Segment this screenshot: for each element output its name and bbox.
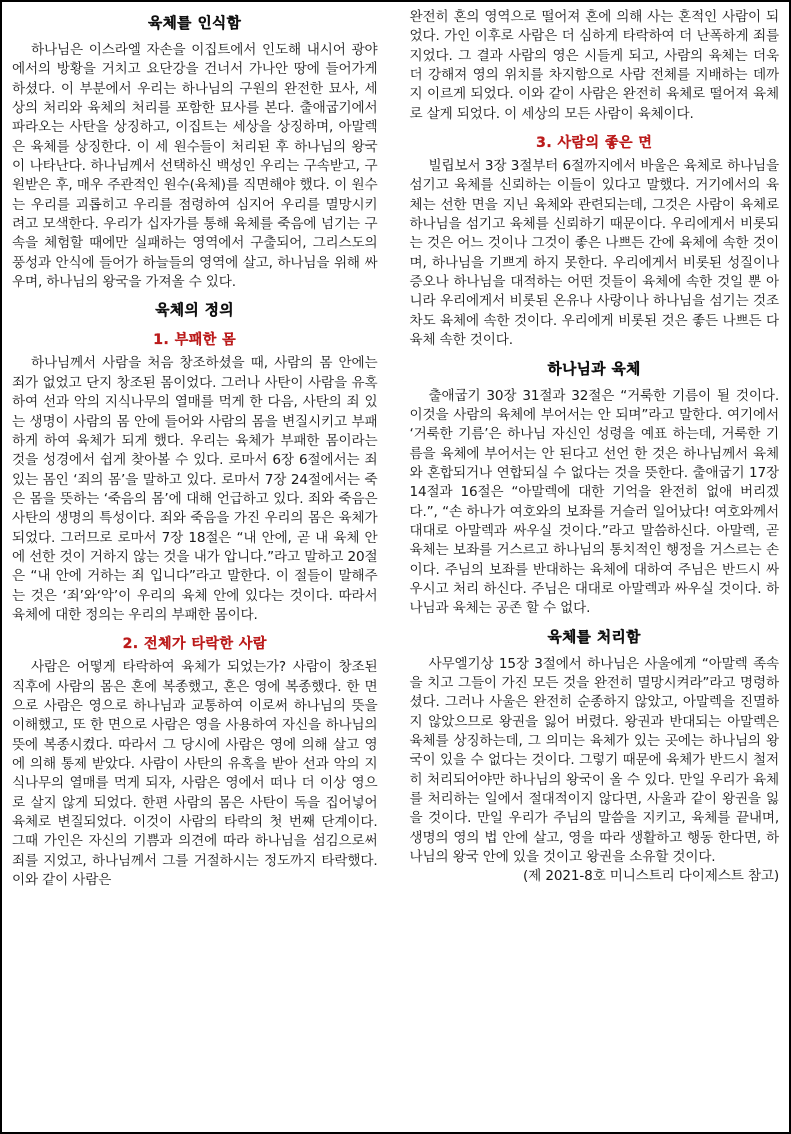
two-column-body [2,2,789,1132]
paragraph-good-side-of-man: 빌립보서 3장 3절부터 6절까지에서 바울은 육체로 하나님을 섬기고 육체를 신뢰하는 이들이 있다고 말했다. 거기에서의 육체는 선한 면을 지닌 육체와 관련되는데, 그것은 사람이 육체로 하나님을 섬기고 육체를 신뢰하기 때문이다. 우리에게서 비롯되는 것은 어느 것이나 그것이 좋은 나쁘든 간에 육체에 속한 것이며, 하나님을 기쁘게 하지 못한다. 우리에게서 비롯된 성질이나 증오나 하나님을 대적하는 어떤 것들이 육체에 속한 것일 뿐 아니라 우리에게서 비롯된 온유나 사랑이나 하나님을 섬기는 것조차도 육체에 속한 것이다. 우리에게 비롯된 것은 좋든 나쁘든 다 육체 속한 것이다. [409,158,779,349]
source-credit: (제 2021-8호 미니스트리 다이제스트 참고) [523,868,779,885]
section-heading-recognize-flesh: 육체를 인식함 [148,16,242,32]
subheading-totally-fallen-man: 2. 전체가 타락한 사람 [122,636,267,653]
paragraph-god-and-flesh: 출애굽기 30장 31절과 32절은 “거룩한 기름이 될 것이다. 이것을 사람의 육체에 부어서는 안 되며”라고 말한다. 여기에서 ‘거룩한 기름’은 하나님 자신인 성령을 예표 하는데, 거룩한 기름을 육체에 부어서는 안 된다고 선언 한 것은 하나님께서 육체와 혼합되거나 연합되실 수 없다는 것을 뜻한다. 출애굽기 17장 14절과 16절은 “아말렉에 대한 기억을 완전히 없애 버리겠다.”, “손 하나가 여호와의 보좌를 거슬러 일어났다! 여호와께서 대대로 아말렉과 싸우실 것이다.”라고 말씀하신다. 아말렉, 곧 육체는 보좌를 거스르고 하나님의 통치적인 행정을 거스르는 손이다. 주님의 보좌를 반대하는 육체에 대하여 주님은 반드시 싸우시고 처리 하신다. 주님은 대대로 아말렉과 싸우실 것이다. 하나님과 육체는 공존 할 수 없다. [409,387,779,617]
paragraph-fallen-man-continued: 완전히 혼의 영역으로 떨어져 혼에 의해 사는 혼적인 사람이 되었다. 가인 이후로 사람은 더 심하게 타락하여 더 난폭하게 죄를 지었다. 그 결과 사람의 영은 시들게 되고, 사람의 육체는 더욱더 강해져 영의 위치를 차지함으로 사람 전체를 지배하는 데까지 이르게 되었다. 이와 같이 사람은 완전히 육체로 떨어져 육체로 살게 되었다. 이 세상의 모든 사람이 육체이다. [409,9,779,122]
section-heading-dealing-with-flesh: 육체를 처리함 [547,629,641,646]
paragraph-intro: 하나님은 이스라엘 자손을 이집트에서 인도해 내시어 광야에서의 방황을 거치고 요단강을 건너서 가나안 땅에 들어가게 하셨다. 이 부분에서 우리는 하나님의 구원의 완전한 묘사, 세상의 처리와 육체의 처리를 포함한 묘사를 본다. 출애굽기에서 파라오는 사탄을 상징하고, 이집트는 세상을 상징하며, 아말렉은 육체를 상징한다. 이 세 원수들이 처리된 후 하나님의 왕국이 나타난다. 하나님께서 선택하신 백성인 우리는 구속받고, 구원받은 후, 매우 주관적인 원수(육체)를 직면해야 했다. 이 원수는 우리를 괴롭히고 우리를 점령하여 심지어 우리를 멸망시키려고 모색한다. 우리가 십자가를 통해 육체를 죽음에 넘기는 구속을 체험할 때에만 실패하는 영역에서 구출되어, 그리스도의 풍성과 안식에 들어가 하늘들의 영역에 살고, 하나님을 위해 싸우며, 하나님의 왕국을 가져올 수 있다. [12,42,378,291]
left-column [2,2,396,1132]
paragraph-corrupted-body: 하나님께서 사람을 처음 창조하셨을 때, 사람의 몸 안에는 죄가 없었고 단지 창조된 몸이었다. 그러나 사탄이 사람을 유혹하여 선과 악의 지식나무의 열매를 먹게 한 다음, 사탄의 죄 있는 생명이 사람의 몸 안에 들어와 사람의 몸을 변질시키고 부패하게 하여 육체가 되게 했다. 우리는 육체가 부패한 몸이라는 것을 성경에서 쉽게 찾아볼 수 있다. 로마서 6장 6절에서는 죄 있는 몸인 ‘죄의 몸’을 말하고 있다. 로마서 7장 24절에서는 죽은 몸을 뜻하는 ‘죽음의 몸’에 대해 언급하고 있다. 죄와 죽음은 사탄의 생명의 특성이다. 죄와 죽음을 가진 우리의 몸은 육체가 되었다. 그러므로 로마서 7장 18절은 “내 안에, 곧 내 육체 안에 선한 것이 거하지 않는 것을 내가 압니다.”라고 말하고 20절은 “내 안에 거하는 죄 입니다”라고 말한다. 이 절들이 말해주는 것은 ‘죄’와‘악’이 우리의 육체 안에 있다는 것이다. 따라서 육체에 대한 정의는 우리의 부패한 몸이다. [12,355,378,623]
paragraph-totally-fallen-man: 사람은 어떻게 타락하여 육체가 되었는가? 사람이 창조된 직후에 사람의 몸은 혼에 복종했고, 혼은 영에 복종했다. 한 면으로 사람은 영으로 하나님과 교통하여 이로써 하나님의 뜻을 이해했고, 또 한 면으로 사람은 영을 사용하여 자신을 하나님의 뜻에 복종시켰다. 따라서 그 당시에 사람은 영에 의해 살고 영에 의해 통제 받았다. 사람이 사탄의 유혹을 받아 선과 악의 지식나무의 열매를 먹게 되자, 사람은 영에서 떠나 더 이상 영으로 살지 않게 되었다. 한편 사람의 몸은 사탄이 독을 집어넣어 육체로 변질되었다. 이것이 사람의 타락의 첫 번째 단계이다. 그때 가인은 자신의 기쁨과 의견에 따라 하나님을 섬김으로써 죄를 지었고, 하나님께서 그를 거절하시는 정도까지 타락했다. 이와 같이 사람은 [12,659,378,889]
subheading-good-side-of-man: 3. 사람의 좋은 면 [536,135,653,152]
subheading-corrupted-body: 1. 부패한 몸 [153,332,237,349]
right-column [396,2,790,1132]
section-heading-god-and-flesh: 하나님과 육체 [547,361,641,378]
section-heading-definition-of-flesh: 육체의 정의 [155,303,235,320]
paragraph-dealing-with-flesh: 사무엘기상 15장 3절에서 하나님은 사울에게 “아말렉 족속을 치고 그들이 가진 모든 것을 완전히 멸망시켜라”라고 명령하셨다. 그러나 사울은 완전히 순종하지 않았고, 아말렉을 진멸하지 않았으므로 왕권을 잃어 버렸다. 왕권과 반대되는 아말렉은 육체를 상징하는데, 그 의미는 육체가 있는 곳에는 하나님의 왕국이 있을 수 없다는 것이다. 그렇기 때문에 육체가 반드시 철저히 처리되어야만 하나님의 왕국이 올 수 있다. 만일 우리가 육체를 처리하는 일에서 절대적이지 않다면, 사울과 같이 왕권을 잃을 것이다. 만일 우리가 주님의 말씀을 지키고, 육체를 끝내며, 생명의 영의 법 안에 살고, 영을 따라 생활하고 행동 한다면, 하나님의 왕국 안에 있을 것이고 왕권을 소유할 것이다. [409,655,779,866]
